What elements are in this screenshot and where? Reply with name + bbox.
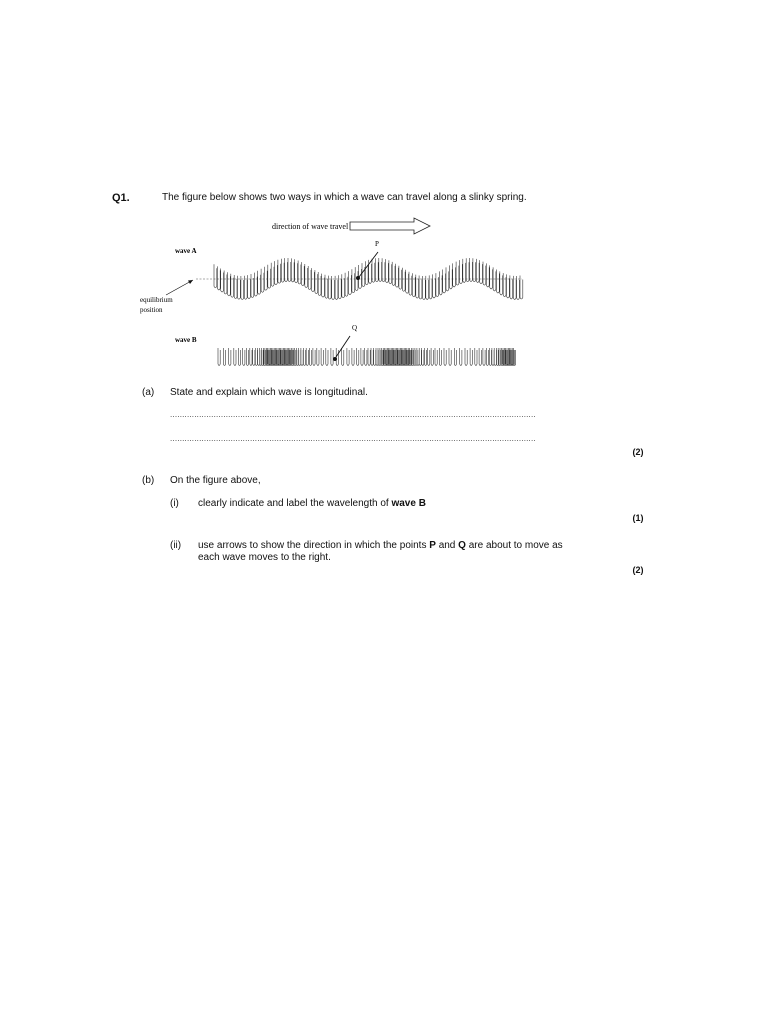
wave-b-coil (309, 348, 311, 366)
wave-a-coil (214, 264, 217, 288)
question-number: Q1. (112, 192, 130, 204)
part-a-text: State and explain which wave is longitudinal. (170, 387, 368, 398)
wave-a-coil (345, 273, 348, 297)
wave-a-coil (312, 268, 315, 292)
wave-a-coil (423, 276, 426, 300)
wave-b-coil (483, 348, 485, 366)
part-b-ii-bold-q: Q (458, 540, 466, 551)
wave-a-coil (375, 258, 378, 282)
point-q-arrow (336, 336, 350, 357)
wave-a-coil (352, 269, 355, 293)
wave-b-coil (321, 348, 323, 366)
wave-a-coil (426, 276, 429, 300)
wave-a-coil (460, 260, 463, 284)
direction-arrow-icon (350, 218, 430, 234)
wave-a-coil (409, 272, 412, 296)
wave-b-coil (223, 348, 225, 366)
point-q-dot (333, 357, 337, 361)
wave-b-coil (238, 348, 240, 366)
part-b-label: (b) (142, 475, 155, 486)
wave-b-coil (352, 348, 354, 366)
wave-a-coil (517, 276, 520, 300)
wave-b-coils (218, 348, 516, 366)
wave-b-coil (357, 348, 359, 366)
wave-a-coil (278, 260, 281, 284)
wave-b-coil (435, 348, 437, 366)
wave-a-coil (402, 268, 405, 292)
wave-b-coil (374, 348, 376, 366)
wave-b-coil (255, 348, 257, 366)
wave-b-coil (361, 348, 363, 366)
question-intro: The figure below shows two ways in which a wave can travel along a slinky spring. (162, 192, 527, 203)
wave-a-coil (221, 269, 224, 293)
wave-a-coil (332, 276, 335, 300)
wave-a-coil (399, 266, 402, 290)
wave-b-label: wave B (175, 336, 197, 344)
wave-b-coil (489, 348, 491, 366)
wave-b-coil (303, 348, 305, 366)
wave-a-coil (234, 275, 237, 299)
wave-a-coil (379, 258, 382, 282)
wave-a-coil (520, 276, 523, 300)
part-b-ii-bold-p: P (429, 540, 436, 551)
wave-a-coil (241, 276, 244, 300)
wave-a-coil (497, 270, 500, 294)
wave-a-coil (456, 262, 459, 286)
part-b-i-text-main: clearly indicate and label the wavelength of (198, 498, 389, 509)
wave-a-coil (513, 276, 516, 300)
wave-a-coil (396, 264, 399, 288)
wave-b-coil (470, 348, 472, 366)
part-b-i-text (198, 498, 426, 509)
wave-a-coil (258, 271, 261, 295)
wave-b-coil (425, 348, 427, 366)
wave-a-coil (507, 274, 510, 298)
wave-a-coil (436, 273, 439, 297)
wave-a-coil (275, 261, 278, 285)
wave-b-coil (326, 348, 328, 366)
wave-a-coil (281, 259, 284, 283)
part-a-label: (a) (142, 387, 155, 398)
wave-b-coil (368, 348, 370, 366)
part-b-ii-label: (ii) (170, 540, 182, 551)
point-q-label: Q (352, 324, 358, 332)
wave-b-coil (419, 348, 421, 366)
wave-b-coil (342, 348, 344, 366)
wave-b-coil (431, 348, 433, 366)
part-b-i-label: (i) (170, 498, 179, 509)
wave-b-coil (229, 348, 231, 366)
wave-b-coil (253, 348, 255, 366)
wave-a-coil (443, 270, 446, 294)
wave-a-coil (288, 258, 291, 282)
wave-a-coil (322, 274, 325, 298)
wave-a-coil (228, 272, 231, 296)
point-p-dot (356, 276, 360, 280)
wave-a-coil (254, 273, 257, 297)
wave-a-coil (412, 273, 415, 297)
wave-b-coil (428, 348, 430, 366)
wave-a-coil (449, 265, 452, 289)
part-b-ii-text-before: use arrows to show the direction in which the points (198, 540, 427, 551)
wave-b-coil (479, 348, 481, 366)
wave-b-coil (492, 348, 494, 366)
wave-a-coil (365, 261, 368, 285)
wave-a-coil (382, 258, 385, 282)
wave-a-coil (271, 263, 274, 287)
wave-a-coil (416, 275, 419, 299)
wave-a-coil (264, 267, 267, 291)
wave-a-coil (261, 269, 264, 293)
part-b-i-bold: wave B (391, 498, 426, 509)
wave-b-coil (306, 348, 308, 366)
wave-a-coil (433, 274, 436, 298)
wave-b-coil (422, 348, 424, 366)
wave-a-coil (248, 275, 251, 299)
wave-b-coil (454, 348, 456, 366)
wave-b-coil (486, 348, 488, 366)
wave-a-coil (318, 272, 321, 296)
part-a-marks: (2) (632, 447, 644, 457)
part-b-ii-marks: (2) (632, 565, 644, 575)
part-b-i-marks: (1) (632, 513, 644, 523)
wave-b-coil (301, 348, 303, 366)
wave-a-coil (268, 265, 271, 289)
wave-b-coil (243, 348, 245, 366)
part-b-ii-text-after: are about to move as (468, 540, 563, 551)
wave-a-coil (483, 262, 486, 286)
wave-a-coil (453, 263, 456, 287)
part-b-ii-line2: each wave moves to the right. (198, 552, 331, 563)
wave-b-coil (449, 348, 451, 366)
part-b-ii-and: and (438, 540, 456, 551)
wave-b-coil (371, 348, 373, 366)
wave-b-coil (444, 348, 446, 366)
wave-a-coil (470, 258, 473, 282)
wave-a-coil (325, 275, 328, 299)
wave-a-coil (490, 265, 493, 289)
wave-b-coil (475, 348, 477, 366)
wave-b-coil (234, 348, 236, 366)
point-p-label: P (375, 240, 379, 248)
answer-line-2[interactable] (170, 434, 536, 443)
wave-a-coil (291, 258, 294, 282)
part-b-ii-text (198, 540, 618, 551)
equilibrium-arrow (166, 280, 193, 295)
wave-a-coil (342, 274, 345, 298)
wave-a-coil (244, 276, 247, 300)
wave-a-coil (349, 271, 352, 295)
wave-a-coil (392, 262, 395, 286)
wave-a-coil (285, 258, 288, 282)
wave-a-coil (301, 262, 304, 286)
wave-a-coil (362, 263, 365, 287)
slinky-figure (138, 212, 538, 372)
wave-b-coil (365, 348, 367, 366)
wave-a-coil (298, 261, 301, 285)
wave-a-coil (500, 271, 503, 295)
wave-a-coil (466, 258, 469, 282)
wave-a-coil (389, 260, 392, 284)
wave-b-coil (317, 348, 319, 366)
wave-a-coil (308, 266, 311, 290)
wave-a-coil (251, 274, 254, 298)
wave-b-coil (250, 348, 252, 366)
wave-a-coil (406, 270, 409, 294)
wave-a-coil (503, 273, 506, 297)
wave-a-coil (305, 264, 308, 288)
wave-b-coil (313, 348, 315, 366)
part-b-text: On the figure above, (170, 475, 261, 486)
wave-b-coil (494, 348, 496, 366)
wave-b-coil (465, 348, 467, 366)
direction-label: direction of wave travel (272, 222, 349, 231)
wave-b-coil (218, 348, 220, 366)
equilibrium-label-line2: position (140, 306, 163, 314)
wave-a-coil (486, 263, 489, 287)
wave-b-coil (460, 348, 462, 366)
wave-b-coil (331, 348, 333, 366)
equilibrium-label-line1: equilibrium (140, 296, 173, 304)
wave-b-coil (439, 348, 441, 366)
wave-a-coil (439, 271, 442, 295)
wave-b-coil (347, 348, 349, 366)
wave-a-coil (480, 260, 483, 284)
wave-a-coil (473, 258, 476, 282)
wave-a-label: wave A (175, 247, 197, 255)
wave-a-coil (224, 271, 227, 295)
wave-a-coil (217, 266, 220, 290)
wave-b-coil (246, 348, 248, 366)
wave-a-coil (231, 274, 234, 298)
answer-line-1[interactable] (170, 410, 536, 419)
wave-a-coil (315, 270, 318, 294)
wave-a-coil (335, 276, 338, 300)
